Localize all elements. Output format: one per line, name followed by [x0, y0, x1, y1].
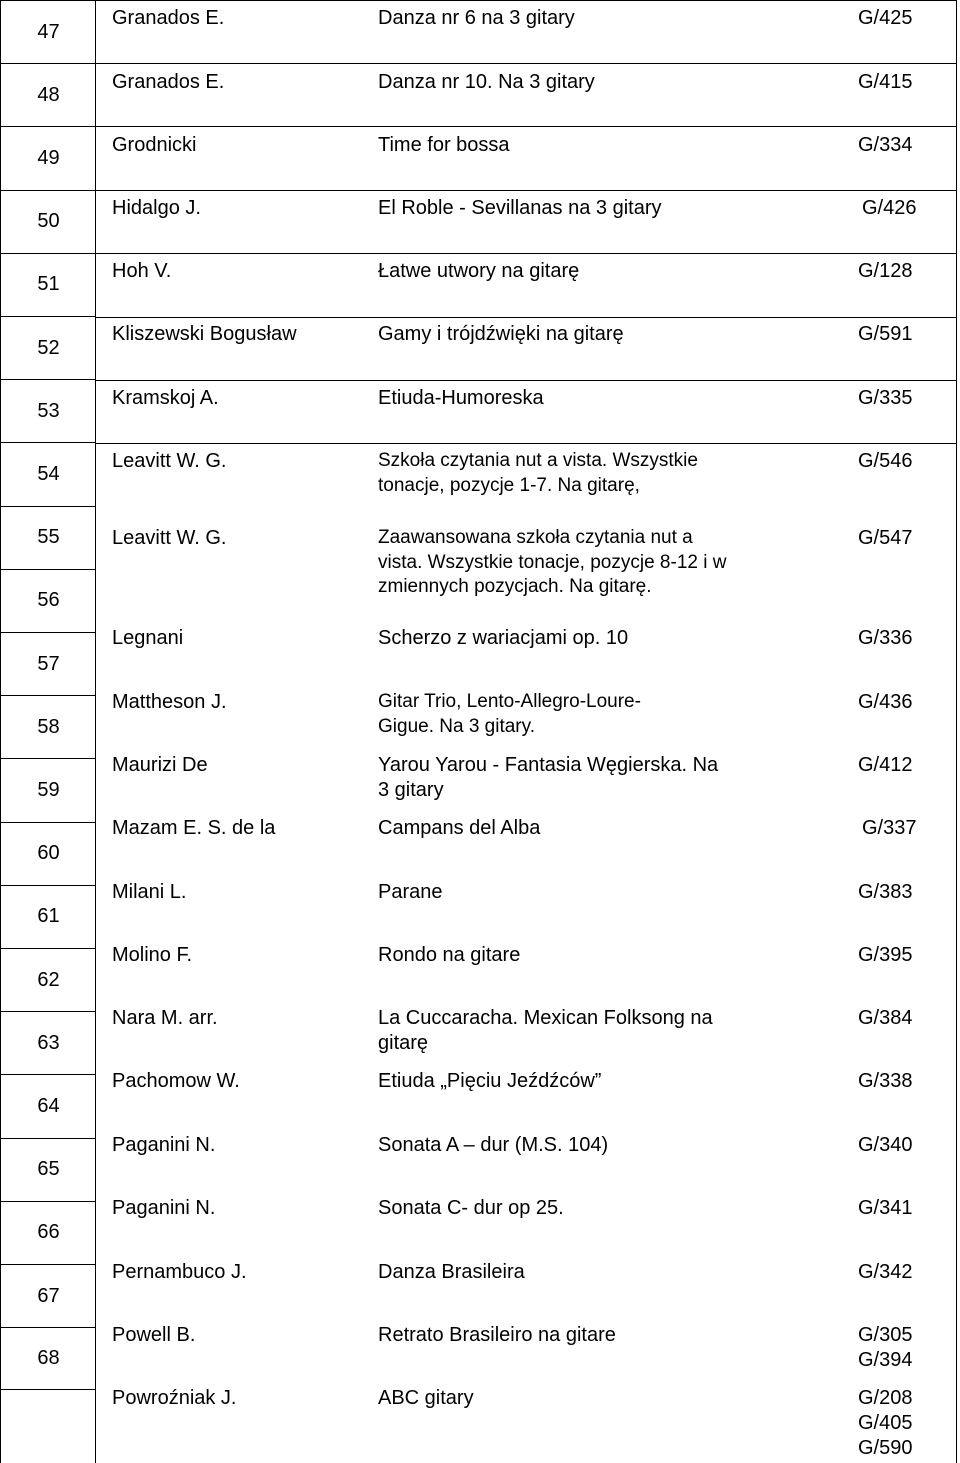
author-cell: Granados E.: [112, 71, 225, 93]
author-cell: Hidalgo J.: [112, 197, 201, 219]
code-cell: G/425: [858, 7, 913, 29]
code-cell: G/342: [858, 1261, 913, 1283]
author-cell: Legnani: [112, 627, 184, 649]
author-cell: Paganini N.: [112, 1134, 216, 1156]
row-divider: [95, 380, 956, 381]
title-cell: Scherzo z wariacjami op. 10: [378, 627, 629, 649]
title-cell: Gitar Trio, Lento-Allegro-Loure-Gigue. Na 3 gitary.: [378, 691, 641, 737]
row-number-column: [0, 0, 96, 1463]
code-cell: G/591: [858, 323, 913, 345]
column-divider: [95, 0, 96, 1463]
row-number: 51: [1, 253, 96, 316]
title-cell: ABC gitary: [378, 1387, 474, 1409]
title-cell: El Roble - Sevillanas na 3 gitary: [378, 197, 662, 219]
title-cell: Etiuda-Humoreska: [378, 387, 544, 409]
author-cell: Paganini N.: [112, 1197, 216, 1219]
row-divider: [95, 63, 956, 64]
code-cell: G/128: [858, 260, 913, 282]
title-cell: Rondo na gitare: [378, 944, 521, 966]
title-cell: Zaawansowana szkoła czytania nut a vista. Wszystkie tonacje, pozycje 8-12 i w zmiennych pozycjach. Na gitarę.: [378, 527, 727, 597]
title-cell: Time for bossa: [378, 134, 510, 156]
code-cell: G/436: [858, 691, 913, 713]
row-number: 48: [1, 63, 96, 126]
author-cell: Powroźniak J.: [112, 1387, 237, 1409]
row-number: 66: [1, 1201, 96, 1264]
row-number: 58: [1, 695, 96, 758]
code-cell: G/336: [858, 627, 913, 649]
code-cell: G/383: [858, 881, 913, 903]
code-cell: G/335: [858, 387, 913, 409]
author-cell: Milani L.: [112, 881, 187, 903]
code-cell: G/338: [858, 1070, 913, 1092]
author-cell: Nara M. arr.: [112, 1007, 218, 1029]
author-cell: Molino F.: [112, 944, 193, 966]
code-cell: G/384: [858, 1007, 913, 1029]
author-cell: Maurizi De: [112, 754, 208, 776]
row-number: 65: [1, 1138, 96, 1201]
title-cell: Łatwe utwory na gitarę: [378, 260, 580, 282]
row-number: 63: [1, 1011, 96, 1074]
row-number: 67: [1, 1264, 96, 1327]
code-cell: G/340: [858, 1134, 913, 1156]
row-number: 54: [1, 442, 96, 505]
code-cell: G/546: [858, 450, 913, 472]
title-cell: Etiuda „Pięciu Jeźdźców”: [378, 1070, 602, 1092]
row-divider: [95, 253, 956, 254]
title-cell: Gamy i trójdźwięki na gitarę: [378, 323, 624, 345]
row-number: 55: [1, 506, 96, 569]
code-cell: G/415: [858, 71, 913, 93]
author-cell: Mattheson J.: [112, 691, 227, 713]
title-cell: Danza nr 10. Na 3 gitary: [378, 71, 595, 93]
row-divider: [95, 317, 956, 318]
code-cell: G/547: [858, 527, 913, 549]
title-cell: Danza Brasileira: [378, 1261, 525, 1283]
author-cell: Grodnicki: [112, 134, 197, 156]
title-cell: Sonata A – dur (M.S. 104): [378, 1134, 609, 1156]
row-number: 59: [1, 758, 96, 821]
author-cell: Granados E.: [112, 7, 225, 29]
row-number: 60: [1, 822, 96, 885]
code-cell: G/305 G/394: [858, 1324, 913, 1371]
author-cell: Pernambuco J.: [112, 1261, 247, 1283]
author-cell: Mazam E. S. de la: [112, 817, 276, 839]
title-cell: Retrato Brasileiro na gitare: [378, 1324, 616, 1346]
author-cell: Pachomow W.: [112, 1070, 240, 1092]
code-cell: G/426: [862, 197, 917, 219]
row-divider: [95, 126, 956, 127]
author-cell: Kliszewski Bogusław: [112, 323, 297, 345]
row-divider: [95, 0, 956, 1]
title-cell: Szkoła czytania nut a vista. Wszystkie tonacje, pozycje 1-7. Na gitarę,: [378, 450, 698, 496]
row-number: 62: [1, 948, 96, 1011]
code-cell: G/337: [862, 817, 917, 839]
row-number: 49: [1, 126, 96, 189]
code-cell: G/341: [858, 1197, 913, 1219]
author-cell: Kramskoj A.: [112, 387, 219, 409]
row-number: 47: [1, 0, 96, 63]
code-cell: G/395: [858, 944, 913, 966]
author-cell: Hoh V.: [112, 260, 172, 282]
row-number: 61: [1, 885, 96, 948]
row-number: 64: [1, 1074, 96, 1137]
code-cell: G/208 G/405 G/590: [858, 1387, 913, 1459]
code-cell: G/412: [858, 754, 913, 776]
row-number: 52: [1, 316, 96, 379]
row-number: 50: [1, 190, 96, 253]
title-cell: Sonata C- dur op 25.: [378, 1197, 564, 1219]
code-cell: G/334: [858, 134, 913, 156]
row-number: 57: [1, 632, 96, 695]
author-cell: Leavitt W. G.: [112, 527, 227, 549]
title-cell: Yarou Yarou - Fantasia Węgierska. Na 3 gitary: [378, 754, 719, 801]
row-number: 68: [1, 1327, 96, 1390]
title-cell: Danza nr 6 na 3 gitary: [378, 7, 575, 29]
column-divider: [956, 0, 957, 1463]
row-number: 56: [1, 569, 96, 632]
row-number: 53: [1, 379, 96, 442]
author-cell: Powell B.: [112, 1324, 196, 1346]
title-cell: La Cuccaracha. Mexican Folksong na gitarę: [378, 1007, 713, 1054]
row-divider: [95, 190, 956, 191]
title-cell: Parane: [378, 881, 443, 903]
title-cell: Campans del Alba: [378, 817, 541, 839]
row-divider: [95, 443, 956, 444]
author-cell: Leavitt W. G.: [112, 450, 227, 472]
